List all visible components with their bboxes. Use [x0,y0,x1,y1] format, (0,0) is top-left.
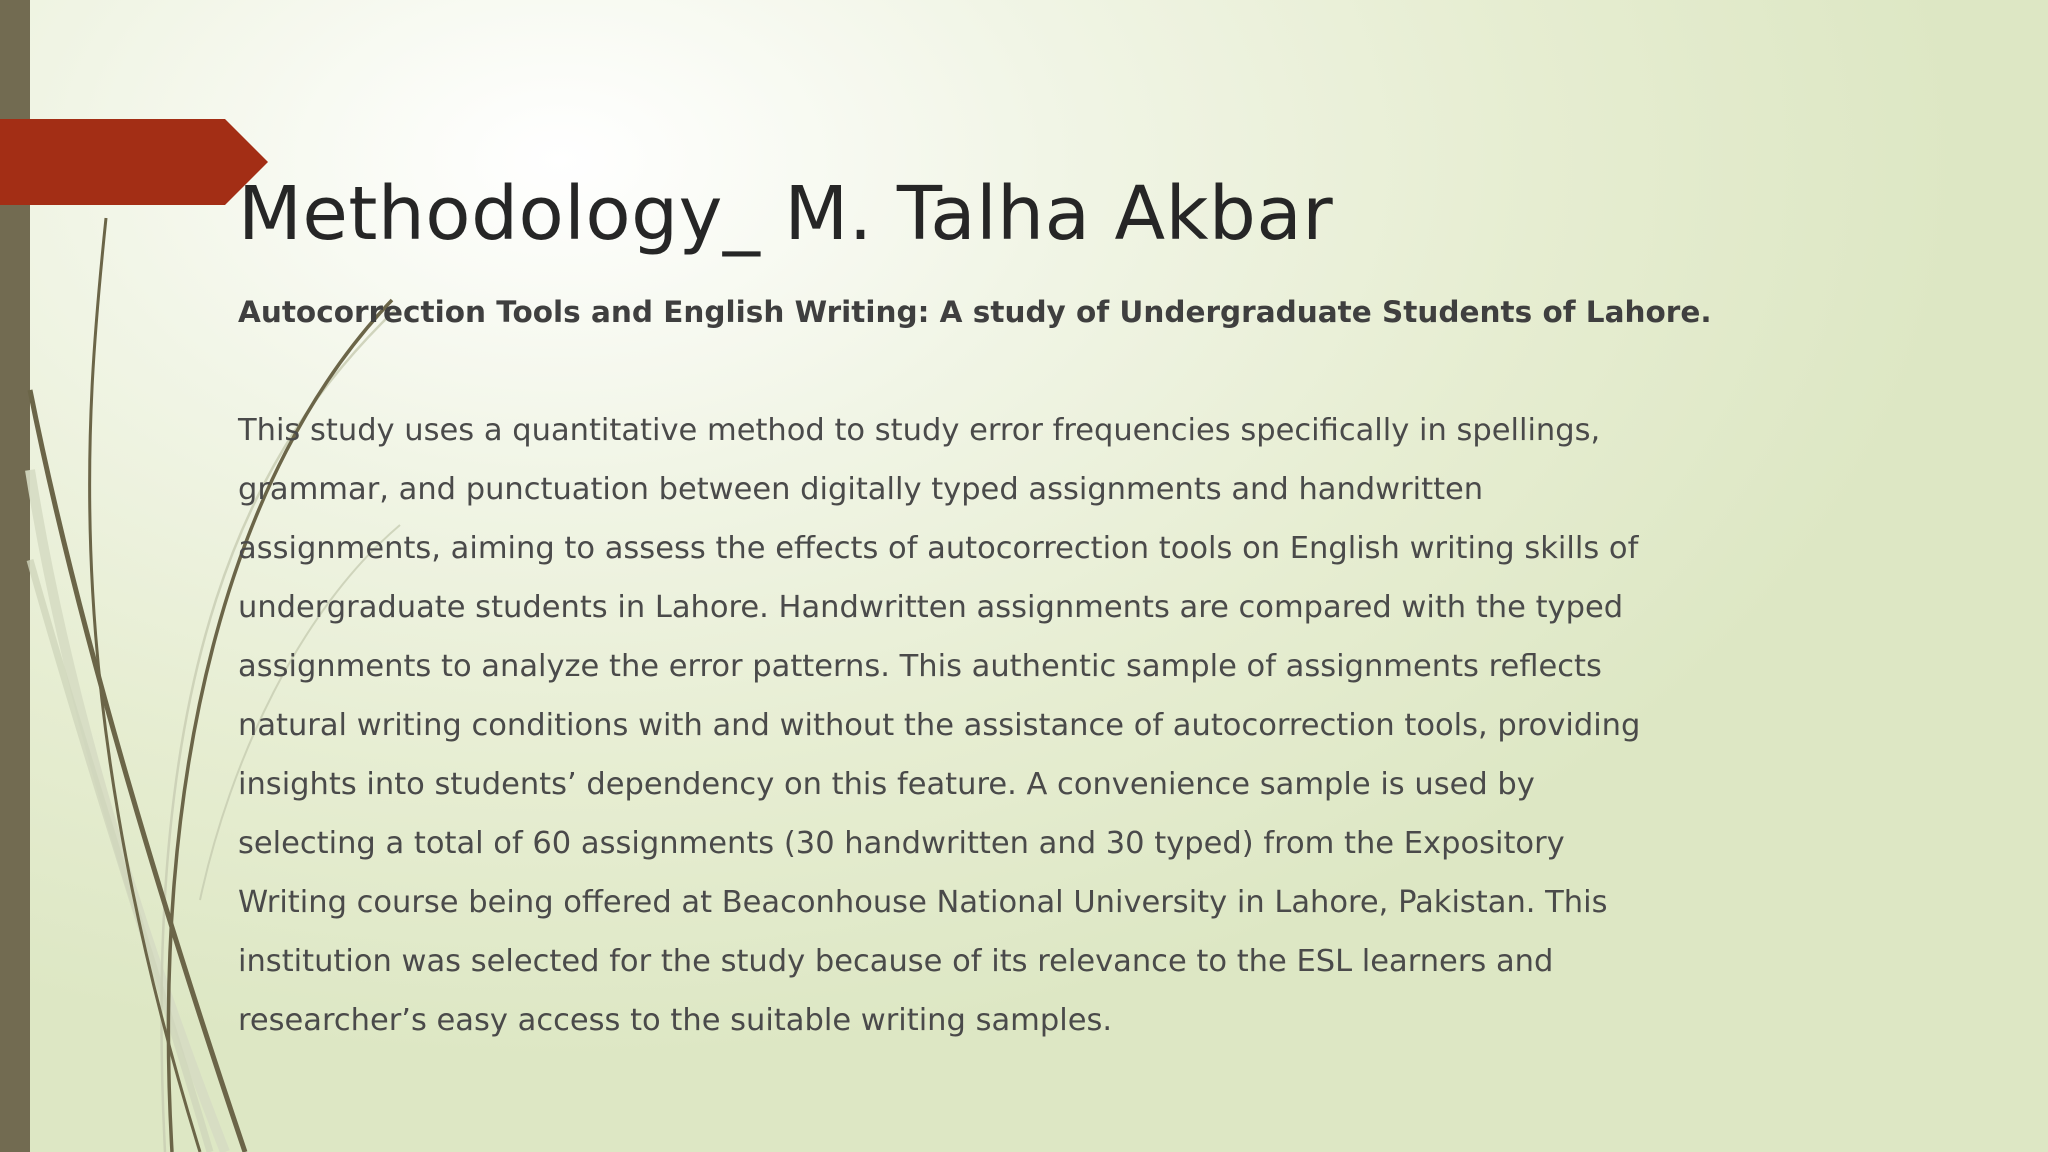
slide-title: Methodology_ M. Talha Akbar [238,171,1334,257]
body-line: institution was selected for the study because of its relevance to the ESL learners and [238,944,1554,979]
body-line: insights into students’ dependency on this feature. A convenience sample is used by [238,767,1535,802]
slide-body-paragraph [238,401,1758,1050]
swoosh-light-2 [30,560,210,1152]
body-line: selecting a total of 60 assignments (30 handwritten and 30 typed) from the Expository [238,826,1565,861]
body-line: Writing course being offered at Beaconhouse National University in Lahore, Pakistan. This [238,885,1608,920]
body-line: grammar, and punctuation between digitally typed assignments and handwritten [238,472,1484,507]
title-accent-flag [0,119,268,205]
body-line: researcher’s easy access to the suitable writing samples. [238,1003,1113,1038]
body-line: undergraduate students in Lahore. Handwritten assignments are compared with the typed [238,590,1624,625]
body-line: assignments to analyze the error patterns. This authentic sample of assignments reflects [238,649,1602,684]
swoosh-dark-2 [90,218,200,1152]
slide-subtitle: Autocorrection Tools and English Writing: A study of Undergraduate Students of Lahore. [238,295,1712,329]
body-line: natural writing conditions with and without the assistance of autocorrection tools, providing [238,708,1641,743]
swoosh-light-1 [30,470,225,1152]
body-line: This study uses a quantitative method to study error frequencies specifically in spellings, [238,413,1601,448]
swoosh-dark-1 [30,390,245,1152]
body-line: assignments, aiming to assess the effects of autocorrection tools on English writing skills of [238,531,1639,566]
